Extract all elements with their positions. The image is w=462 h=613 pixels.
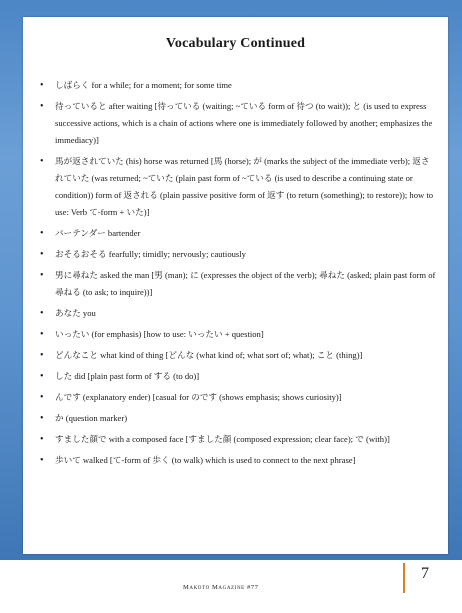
page-footer (0, 560, 462, 613)
page-title: Vocabulary Continued (165, 36, 306, 51)
vocabulary-list (33, 77, 438, 469)
list-item: • おそるおそる fearfully; timidly; nervously; cautiously (33, 246, 438, 263)
list-item: • 男に尋ねた asked the man [男 (man); に (expresses the object of the verb); 尋ねた (asked; plain past form of 尋ねる (to ask; to inquire))] (33, 267, 438, 301)
list-item: • どんなこと what kind of thing [どんな (what kind of; what sort of; what); こと (thing)] (33, 347, 438, 364)
magazine-name: Makoto Magazine #77 (183, 584, 259, 591)
list-item: • 待っていると after waiting [待っている (waiting; ~ている form of 待つ (to wait)); と (is used to express successive actions, which is a chain of actions where one is immediately followed by another; emphasizes the immediacy)] (33, 98, 438, 149)
list-item: • あなた you (33, 305, 438, 322)
list-item: • 馬が返されていた (his) horse was returned [馬 (horse); が (marks the subject of the immediate verb); 返されていた (was returned; ~ていた (plain past form of ~ている (is used to describe a continuing state or condition)) form of 返される (plain passive positive form of 返す (to return (something); to restore)); how to use: Verb て-form + いた)] (33, 153, 438, 221)
document-page (23, 17, 448, 554)
list-item: • 歩いて walked [て-form of 歩く (to walk) which is used to connect to the next phrase] (33, 452, 438, 469)
list-item: • いったい (for emphasis) [how to use: いったい + question] (33, 326, 438, 343)
list-item: • した did [plain past form of する (to do)] (33, 368, 438, 385)
footer-divider (403, 563, 405, 593)
page-number: 7 (421, 565, 429, 582)
list-item: • か (question marker) (33, 410, 438, 427)
list-item: • しばらく for a while; for a moment; for some time (33, 77, 438, 94)
list-item: • んです (explanatory ender) [casual for のです (shows emphasis; shows curiosity)] (33, 389, 438, 406)
list-item: • すました顔で with a composed face [すました顔 (composed expression; clear face); で (with)] (33, 431, 438, 448)
list-item: • バーテンダー bartender (33, 225, 438, 242)
